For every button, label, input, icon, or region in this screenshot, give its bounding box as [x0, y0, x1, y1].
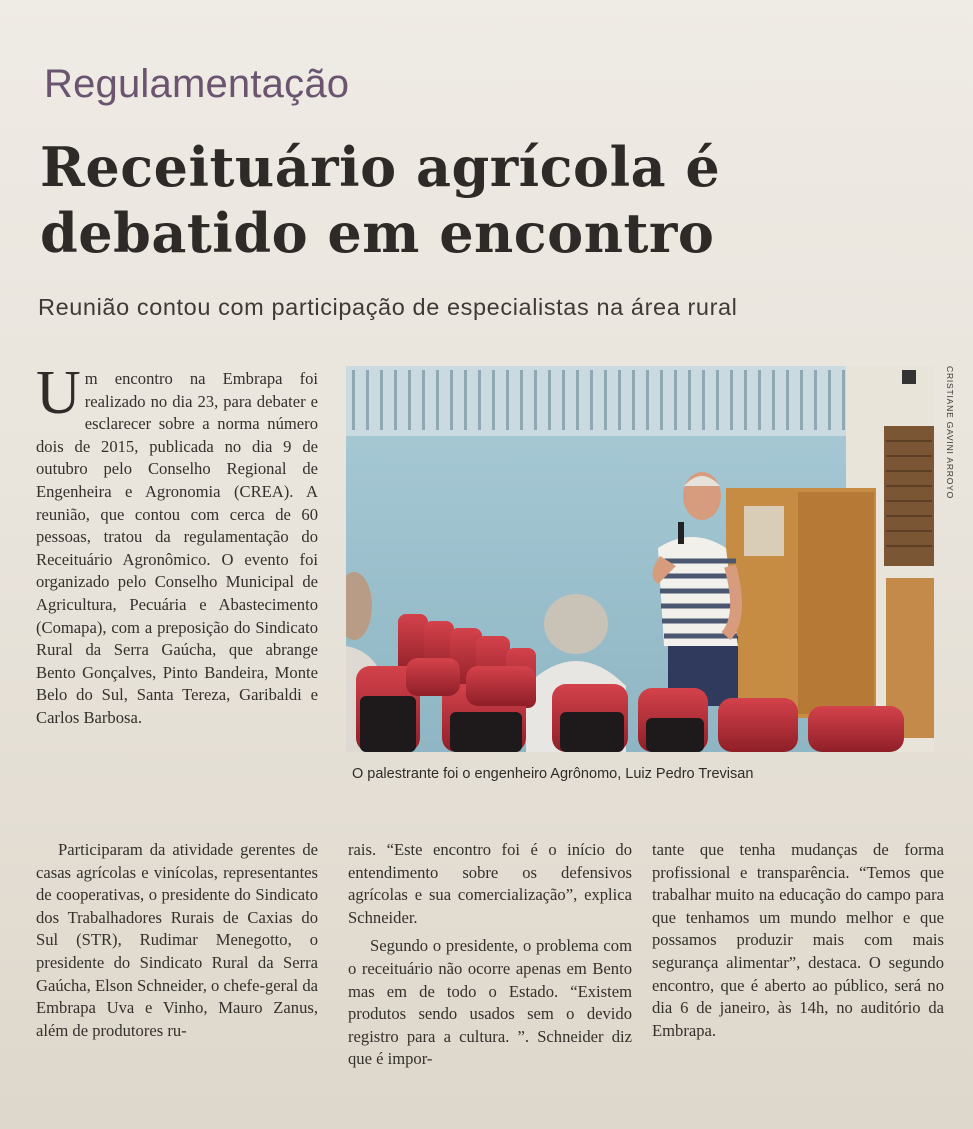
article-paragraph-2: Participaram da atividade gerentes de casas agrícolas e vinícolas, representantes de cooperativas, o presidente do Sindicato dos Trabalhadores Rurais de Caxias do Sul (STR), Rudimar Menegotto, o presidente do Sindicato Rural da Serra Gaúcha, Elson Schneider, o chefe-geral da Embrapa Uva e Vinho, Mauro Zanus, além de produtores ru-: [36, 840, 318, 1040]
headline: Receituário agrícola é debatido em encontro: [40, 135, 721, 265]
article-paragraph-3-continued: tante que tenha mudanças de forma profissional e transparência. “Temos que trabalhar muito na educação do campo para que tenhamos um mundo melhor e que possamos produzir mais com mais segurança alimentar”, destaca. O segundo encontro, que é aberto ao público, será no dia 6 de janeiro, às 14h, no auditório da Embrapa.: [652, 840, 944, 1040]
article-column-1-bottom: [36, 839, 318, 1042]
article-column-3: [652, 839, 944, 1042]
section-tag: Regulamentação: [44, 62, 350, 106]
article-paragraph-3: Segundo o presidente, o problema com o receituário não ocorre apenas em Bento mas em de todo o Estado. “Existem produtos sendo usados sem o devido registro para a cultura. ”. Schneider diz que é impor-: [348, 936, 632, 1069]
subheadline: Reunião contou com participação de especialistas na área rural: [38, 294, 738, 320]
article-column-2: [348, 839, 632, 1071]
event-photo: [346, 366, 934, 752]
photo-credit: CRISTIANE GAVINI ARROYO: [945, 366, 955, 500]
article-paragraph-2-continued: rais. “Este encontro foi é o início do entendimento sobre os defensivos agrícolas e sua comercialização”, explica Schneider.: [348, 840, 632, 927]
article-column-1-top: [36, 359, 318, 730]
photo-caption: O palestrante foi o engenheiro Agrônomo, Luiz Pedro Trevisan: [352, 766, 754, 782]
article-paragraph-1: m encontro na Embrapa foi realizado no dia 23, para debater e esclarecer sobre a norma número dois de 2015, publicada no dia 9 de outubro pelo Conselho Regional de Engenheira e Agronomia (CREA). A reunião, que contou com cerca de 60 pessoas, tratou da regulamentação do Receituário Agronômico. O evento foi organizado pelo Conselho Municipal de Agricultura, Pecuária e Abastecimento (Comapa), com a preposição do Sindicato Rural da Serra Gaúcha, que abrange Bento Gonçalves, Pinto Bandeira, Monte Belo do Sul, Santa Tereza, Garibaldi e Carlos Barbosa.: [36, 369, 318, 727]
drop-cap: U: [36, 359, 81, 427]
